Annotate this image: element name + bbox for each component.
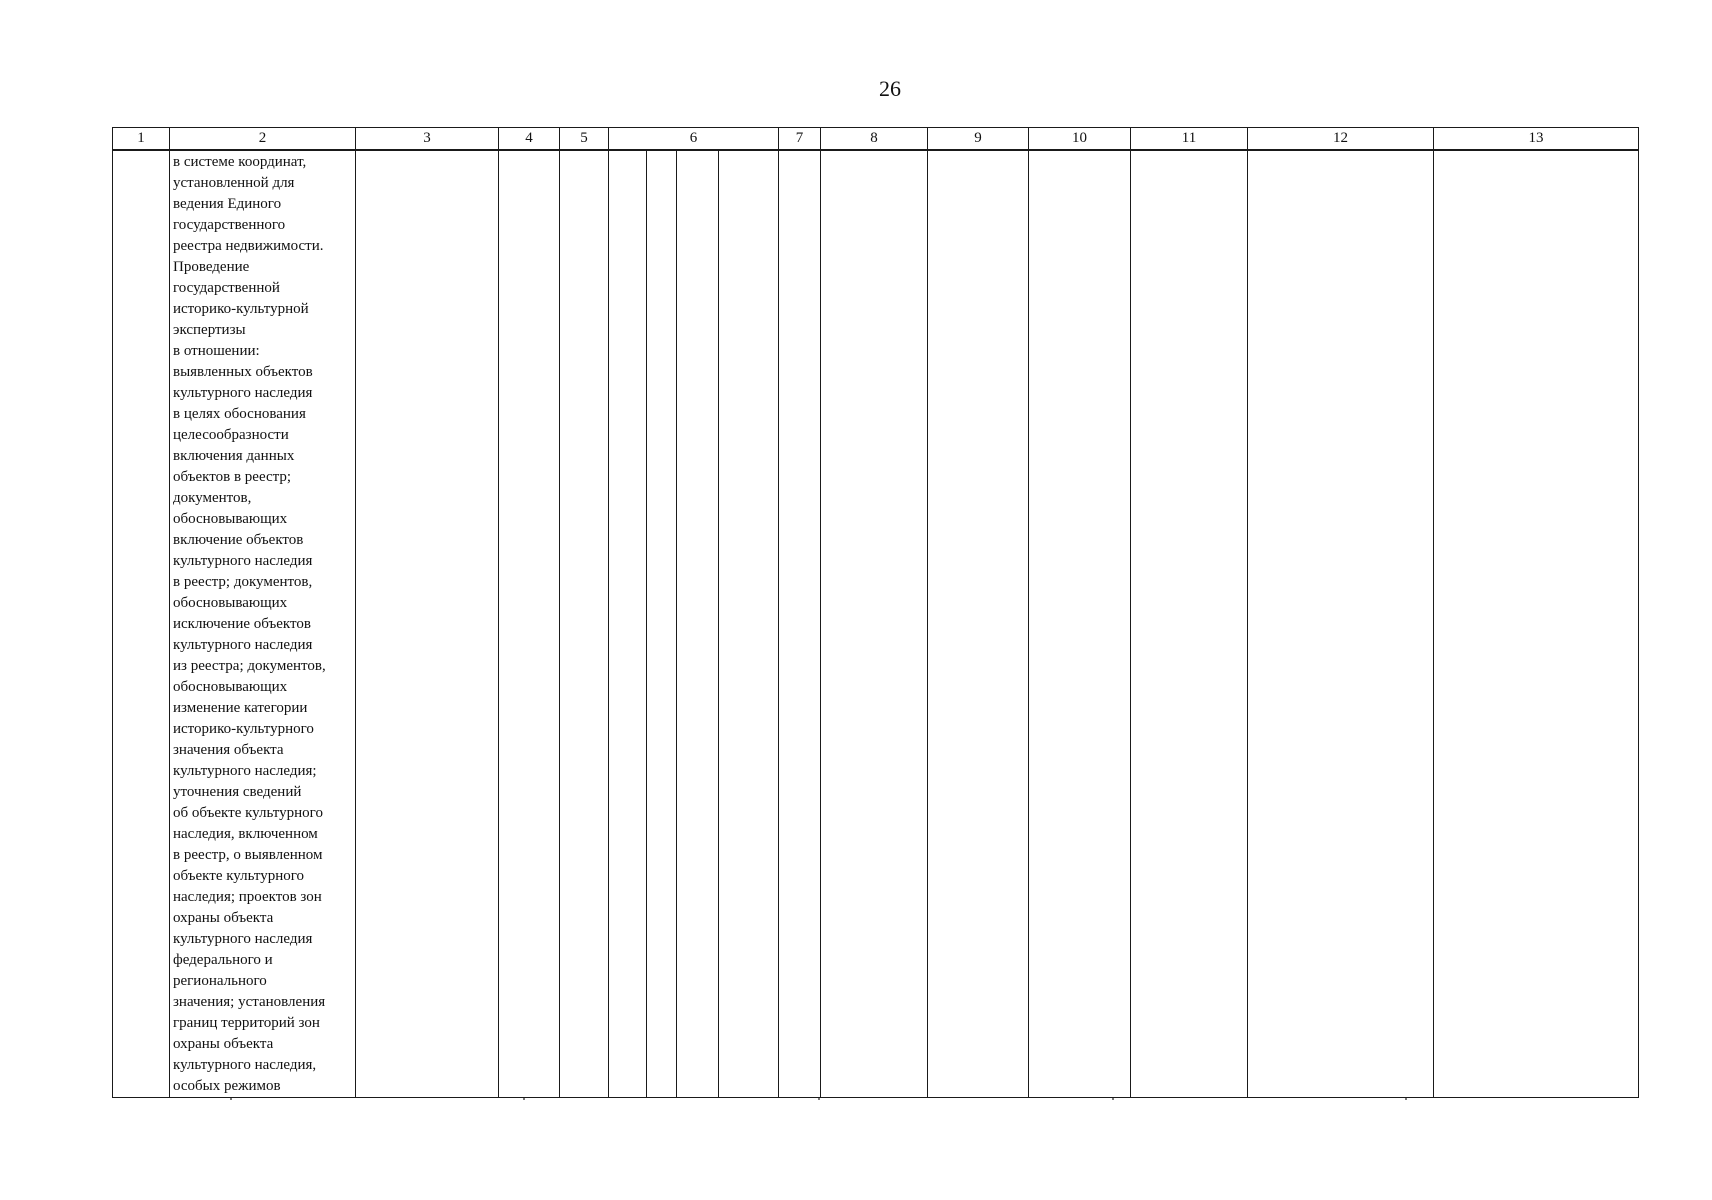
scan-tick-mark: [1405, 1098, 1407, 1100]
text-line: в системе координат,: [173, 154, 307, 170]
cell-col-6-sub-2: [647, 150, 677, 1098]
header-row: [113, 128, 1639, 151]
column-header-11: 11: [1131, 128, 1248, 151]
cell-col-11: [1131, 150, 1248, 1098]
column-header-12: 12: [1248, 128, 1434, 151]
text-line: обосновывающих: [173, 679, 288, 695]
text-line: наследия; проектов зон: [173, 889, 322, 905]
text-line: в реестр, о выявленном: [173, 847, 323, 863]
text-line: изменение категории: [173, 700, 308, 716]
text-line: документов,: [173, 490, 252, 506]
text-line: значения; установления: [173, 994, 326, 1010]
text-line: обосновывающих: [173, 511, 288, 527]
footer-tick-marks: [112, 1098, 1638, 1102]
text-line: наследия, включенном: [173, 826, 318, 842]
cell-col-6-sub-4: [719, 150, 779, 1098]
column-header-1: 1: [113, 128, 170, 151]
text-line: из реестра; документов,: [173, 658, 326, 674]
text-line: реестра недвижимости.: [173, 238, 324, 254]
cell-col-4: [499, 150, 560, 1098]
text-line: обосновывающих: [173, 595, 288, 611]
text-line: уточнения сведений: [173, 784, 302, 800]
text-line: Проведение: [173, 259, 250, 275]
cell-col-1: [113, 150, 170, 1098]
text-line: охраны объекта: [173, 910, 274, 926]
text-line: культурного наследия: [173, 637, 313, 653]
text-line: культурного наследия,: [173, 1057, 317, 1073]
scan-tick-mark: [818, 1098, 820, 1100]
cell-col-12: [1248, 150, 1434, 1098]
cell-col-5: [560, 150, 609, 1098]
cell-col-9: [928, 150, 1029, 1098]
text-line: выявленных объектов: [173, 364, 313, 380]
scan-tick-mark: [230, 1098, 232, 1100]
text-line: значения объекта: [173, 742, 284, 758]
column-header-7: 7: [779, 128, 821, 151]
text-line: федерального и: [173, 952, 273, 968]
column-header-5: 5: [560, 128, 609, 151]
text-line: регионального: [173, 973, 267, 989]
text-line: об объекте культурного: [173, 805, 323, 821]
cell-col-13: [1434, 150, 1639, 1098]
column-header-13: 13: [1434, 128, 1639, 151]
text-line: границ территорий зон: [173, 1015, 320, 1031]
column-header-6: 6: [609, 128, 779, 151]
cell-col-8: [821, 150, 928, 1098]
column-header-9: 9: [928, 128, 1029, 151]
scan-tick-mark: [523, 1098, 525, 1100]
column-header-10: 10: [1029, 128, 1131, 151]
text-line: в реестр; документов,: [173, 574, 313, 590]
text-line: установленной для: [173, 175, 295, 191]
text-line: включение объектов: [173, 532, 304, 548]
text-line: экспертизы: [173, 322, 246, 338]
text-line: в целях обоснования: [173, 406, 306, 422]
cell-col-10: [1029, 150, 1131, 1098]
text-line: историко-культурной: [173, 301, 309, 317]
text-line: особых режимов: [173, 1078, 281, 1094]
column-header-3: 3: [356, 128, 499, 151]
text-line: государственного: [173, 217, 286, 233]
cell-col-6-sub-1: [609, 150, 647, 1098]
text-line: культурного наследия: [173, 553, 313, 569]
text-line: в отношении:: [173, 343, 260, 359]
text-line: историко-культурного: [173, 721, 314, 737]
text-line: культурного наследия: [173, 385, 313, 401]
text-line: культурного наследия: [173, 931, 313, 947]
column-header-4: 4: [499, 128, 560, 151]
text-line: объекте культурного: [173, 868, 305, 884]
text-line: объектов в реестр;: [173, 469, 292, 485]
text-line: целесообразности: [173, 427, 289, 443]
cell-col-7: [779, 150, 821, 1098]
text-line: охраны объекта: [173, 1036, 274, 1052]
text-line: исключение объектов: [173, 616, 311, 632]
table-row: [113, 150, 1639, 1098]
data-table: [112, 127, 1639, 1098]
text-line: культурного наследия;: [173, 763, 317, 779]
text-line: государственной: [173, 280, 280, 296]
cell-col-2-text: [170, 150, 356, 1098]
column-header-8: 8: [821, 128, 928, 151]
scan-tick-mark: [1112, 1098, 1114, 1100]
column-header-2: 2: [170, 128, 356, 151]
text-line: включения данных: [173, 448, 295, 464]
text-line: ведения Единого: [173, 196, 282, 212]
cell-col-6-sub-3: [677, 150, 719, 1098]
page-number: 26: [879, 76, 901, 101]
cell-col-3: [356, 150, 499, 1098]
